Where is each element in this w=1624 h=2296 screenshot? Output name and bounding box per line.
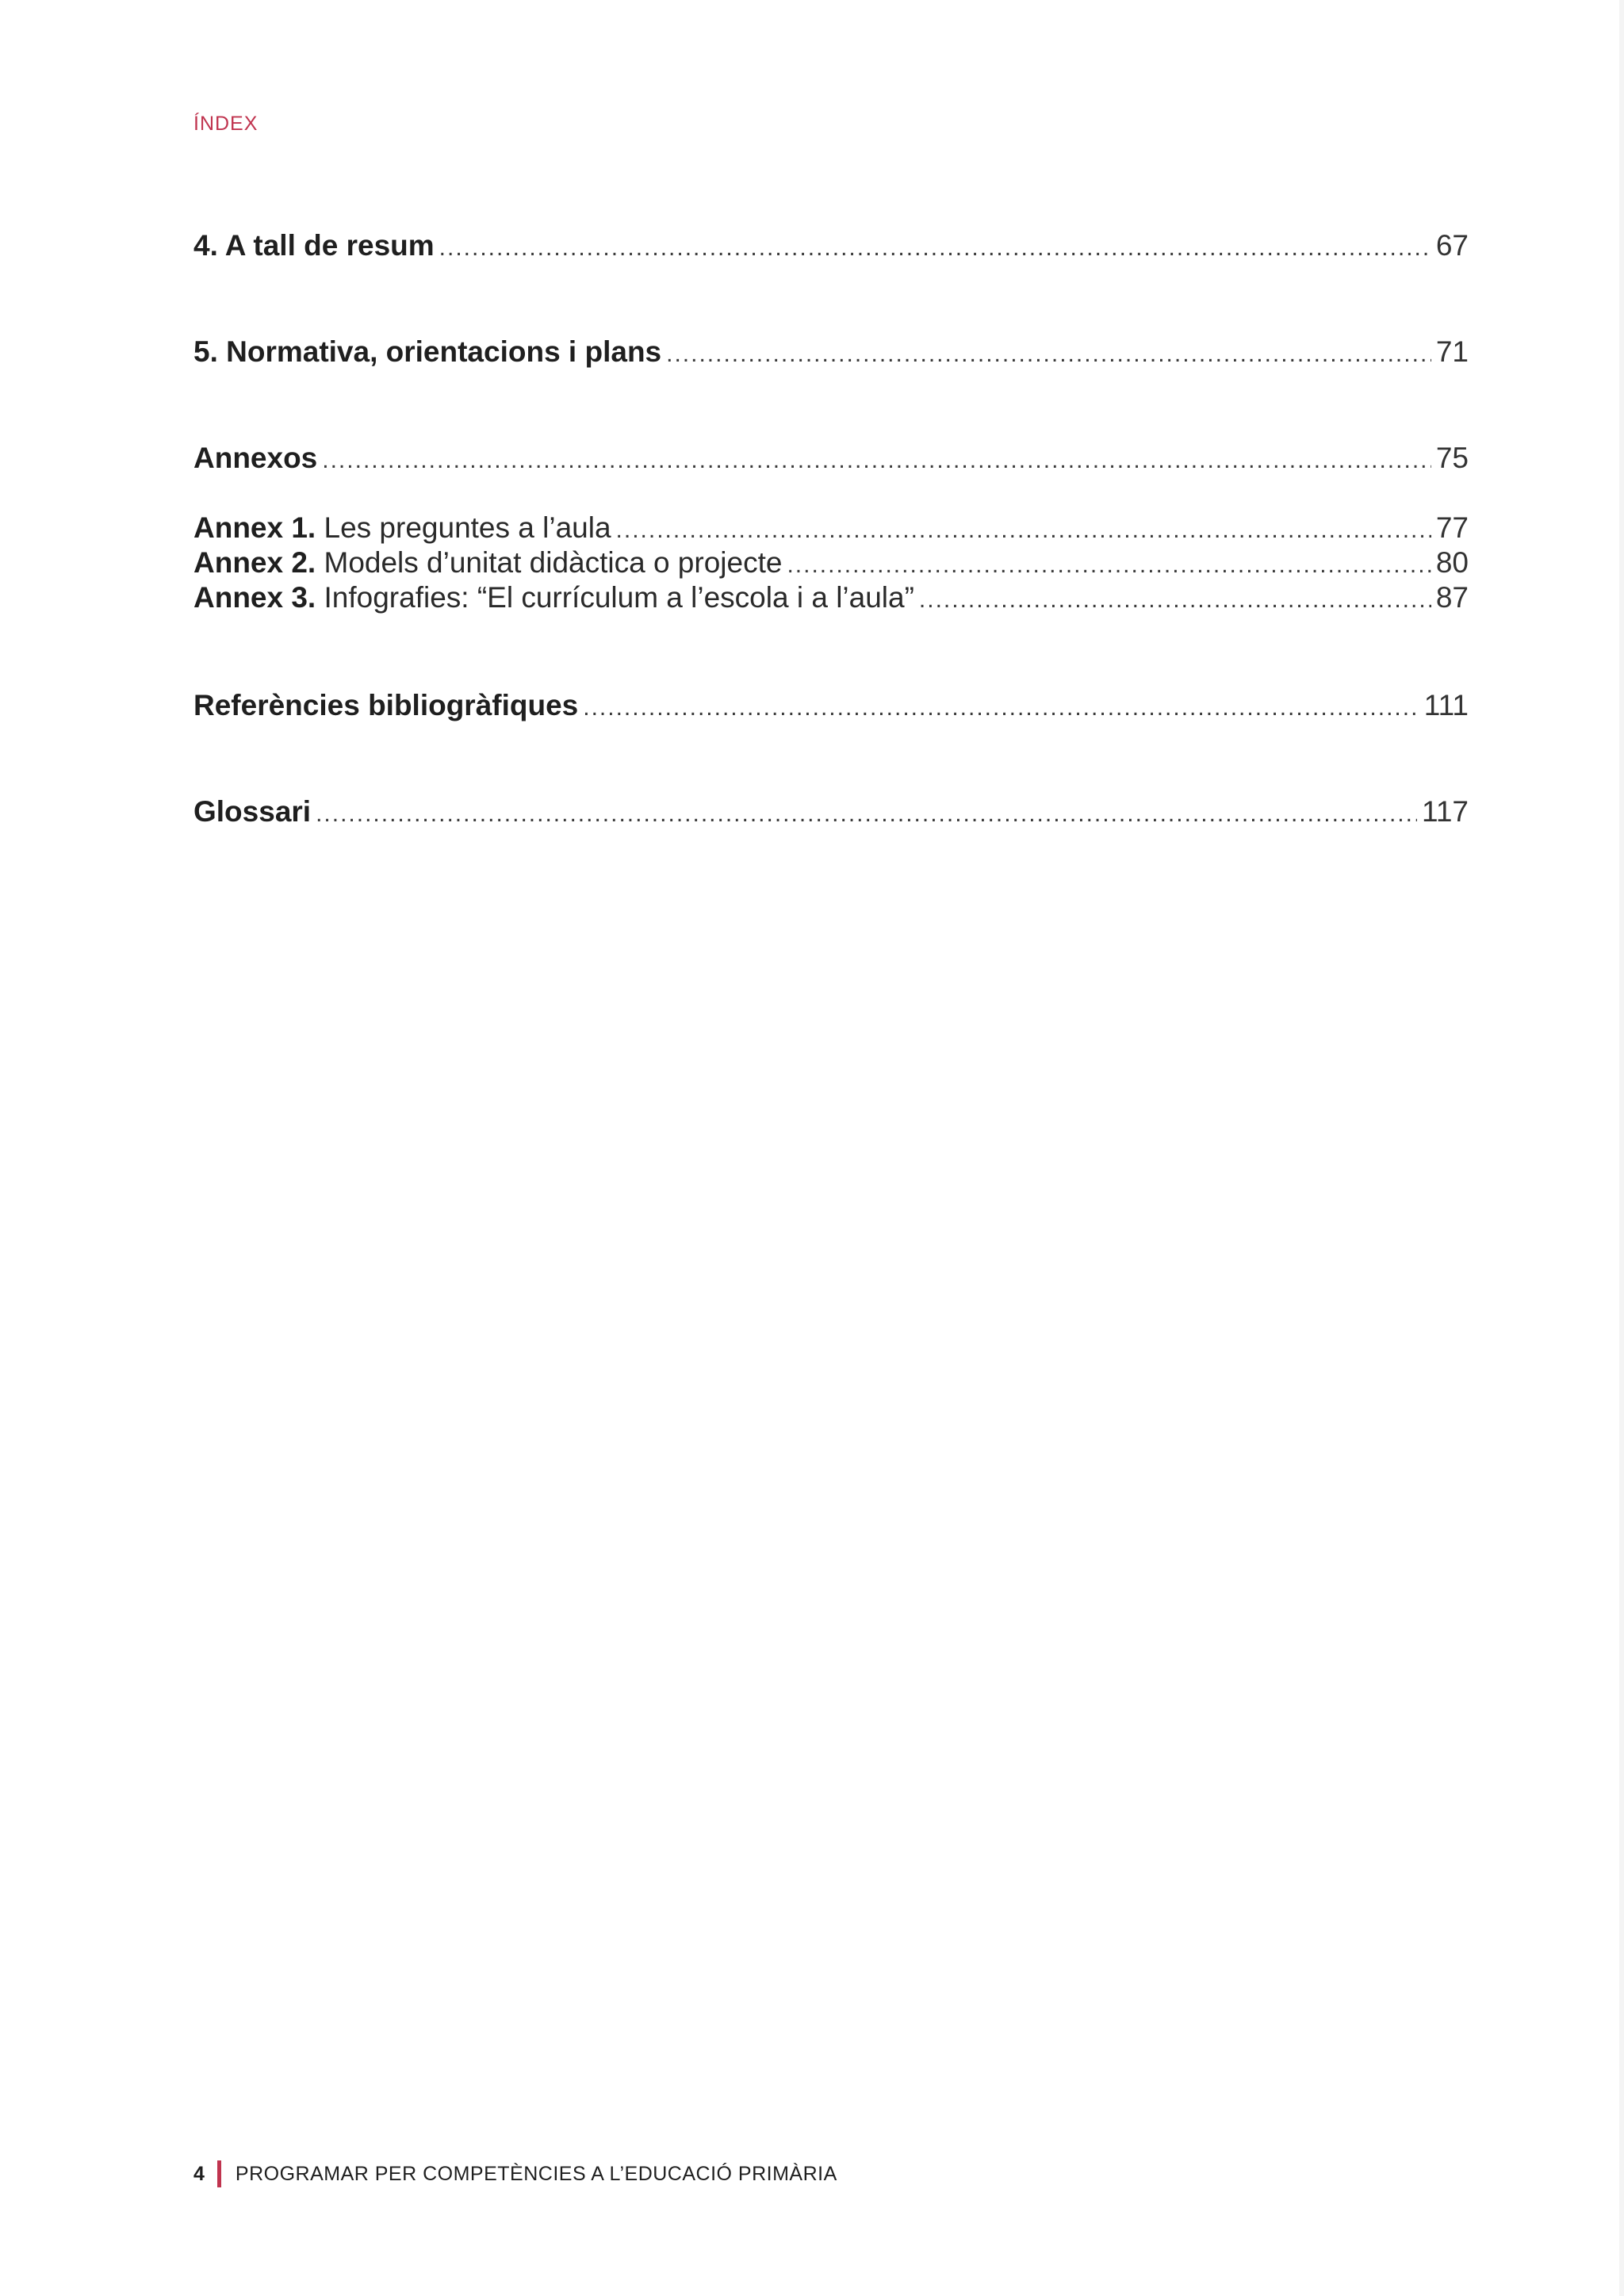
- toc-entry-title: [193, 579, 914, 617]
- toc-entry-bold-text: 5. Normativa, orientacions i plans: [193, 335, 662, 368]
- toc-entry-regular-text: Infografies: “El currículum a l’escola i a l’aula”: [316, 581, 914, 614]
- toc-entry-bold-text: Annex 1.: [193, 511, 316, 544]
- toc-entry-bold-text: Referències bibliogràfiques: [193, 689, 579, 721]
- toc-page-number: 71: [1435, 335, 1469, 368]
- page-edge: [1619, 0, 1624, 2296]
- dot-leader: [583, 689, 1419, 727]
- toc-entry-bold-text: Annex 2.: [193, 546, 316, 579]
- toc-entry-chapter-4[interactable]: [193, 227, 1469, 265]
- toc-entry-bold-text: Glossari: [193, 795, 312, 828]
- toc-entry-title: [193, 509, 611, 547]
- toc-page-number: 117: [1422, 795, 1469, 828]
- toc-page-number: 75: [1435, 442, 1469, 474]
- toc-entry-title: [193, 544, 782, 582]
- toc-entry-title: [193, 687, 578, 725]
- toc-entry-bold-text: Annex 3.: [193, 581, 316, 614]
- toc-entry-glossari[interactable]: [193, 793, 1469, 831]
- toc-page-number: 111: [1423, 689, 1469, 721]
- toc-entry-bold-text: Annexos: [193, 442, 318, 474]
- footer-divider: [217, 2160, 221, 2187]
- toc-entry-title: [193, 227, 435, 265]
- toc-entry-chapter-5[interactable]: [193, 333, 1469, 371]
- toc-entry-title: [193, 439, 317, 477]
- toc-entry-regular-text: Les preguntes a l’aula: [316, 511, 611, 544]
- toc-entry-regular-text: Models d’unitat didàctica o projecte: [316, 546, 783, 579]
- footer-publication-title: PROGRAMAR PER COMPETÈNCIES A L’EDUCACIÓ PRIMÀRIA: [235, 2162, 837, 2185]
- toc-entry-bold-text: 4. A tall de resum: [193, 229, 435, 262]
- toc-page-number: 87: [1435, 581, 1469, 614]
- toc-entry-annex-1[interactable]: [193, 509, 1469, 547]
- toc-entry-annex-2[interactable]: [193, 544, 1469, 582]
- page-footer: [193, 2158, 837, 2190]
- dot-leader: [666, 335, 1431, 373]
- toc-page-number: 67: [1435, 229, 1469, 262]
- footer-page-number: 4: [193, 2162, 205, 2185]
- dot-leader: [322, 442, 1431, 480]
- dot-leader: [919, 581, 1431, 619]
- section-header: ÍNDEX: [193, 113, 259, 135]
- toc-entry-referencies[interactable]: [193, 687, 1469, 725]
- dot-leader: [316, 795, 1417, 833]
- toc-entry-title: [193, 793, 311, 831]
- toc-entry-annex-3[interactable]: [193, 579, 1469, 617]
- toc-entry-annexos[interactable]: [193, 439, 1469, 477]
- dot-leader: [439, 229, 1431, 267]
- toc-entry-title: [193, 333, 661, 371]
- toc-page-number: 80: [1435, 546, 1469, 579]
- toc-page-number: 77: [1435, 511, 1469, 544]
